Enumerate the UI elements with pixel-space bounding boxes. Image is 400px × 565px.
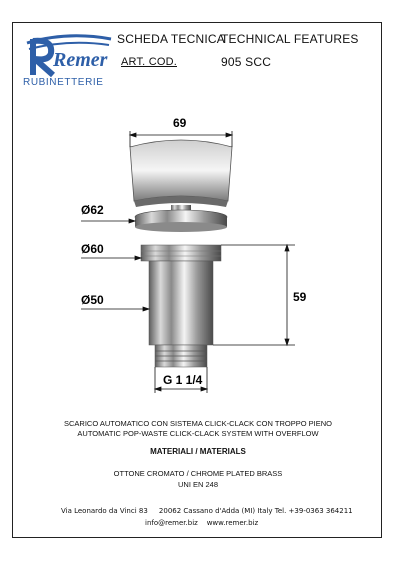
dim-width-label: 69: [173, 116, 187, 130]
article-code-value: 905 SCC: [221, 55, 272, 69]
flange-part: [135, 210, 227, 232]
dim-d50-line: [81, 307, 149, 311]
brand-name: Remer: [53, 49, 108, 71]
brand-logo: [19, 29, 119, 89]
dim-height-line: [213, 245, 295, 345]
materials-standard: UNI EN 248: [177, 480, 219, 489]
footer-address: Via Leonardo da Vinci 83 20062 Cassano d'Adda (MI) Italy Tel. +39-0363 364211: [61, 507, 353, 515]
materials-value: OTTONE CROMATO / CHROME PLATED BRASS: [113, 469, 283, 478]
title-italian: SCHEDA TECNICA: [117, 32, 225, 46]
cap-part: [130, 140, 232, 207]
description-english: AUTOMATIC POP-WASTE CLICK-CLACK SYSTEM WITH OVERFLOW: [77, 429, 319, 438]
thread-part: [155, 345, 207, 367]
dim-thread-label: G 1 1/4: [163, 373, 203, 387]
ring-part: [141, 245, 221, 261]
dim-d62-line: [81, 219, 135, 223]
footer-contacts: info@remer.biz www.remer.biz: [145, 519, 259, 527]
body-part: [149, 261, 213, 345]
article-code-label: ART. COD.: [121, 56, 177, 68]
description-italian: SCARICO AUTOMATICO CON SISTEMA CLICK-CLACK CON TROPPO PIENO: [64, 419, 332, 428]
dim-d62-label: Ø62: [81, 203, 104, 217]
brand-subtitle: RUBINETTERIE: [23, 77, 104, 88]
technical-sheet: [12, 22, 382, 538]
dim-d50-label: Ø50: [81, 293, 104, 307]
dim-height-label: 59: [293, 290, 307, 304]
title-english: TECHNICAL FEATURES: [221, 32, 359, 46]
product-drawing: [13, 103, 383, 403]
dim-d60-line: [81, 256, 141, 260]
dim-d60-label: Ø60: [81, 242, 104, 256]
materials-heading: MATERIALI / MATERIALS: [150, 447, 246, 456]
